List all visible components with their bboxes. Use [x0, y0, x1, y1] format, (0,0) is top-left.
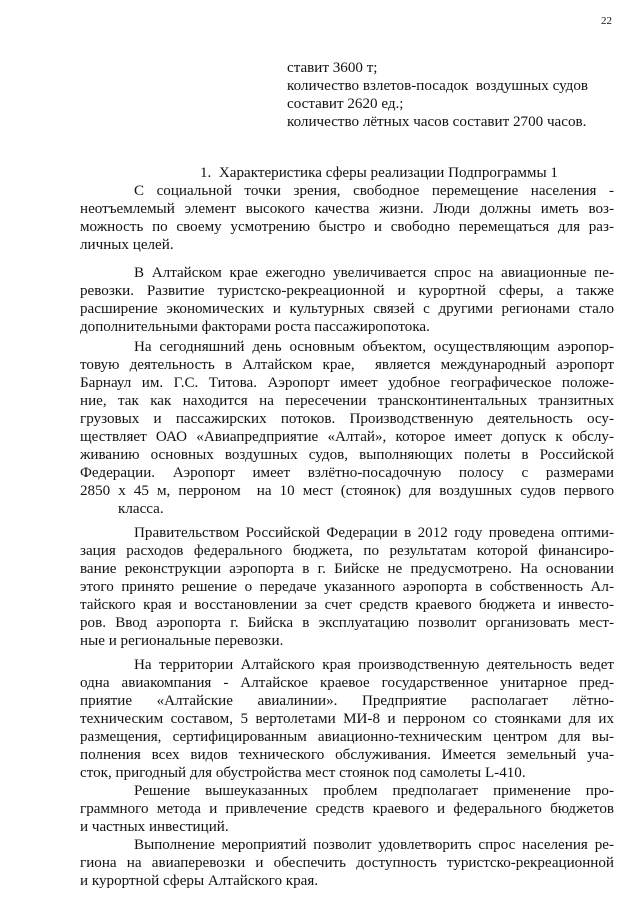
paragraph-line: живанию основных воздушных судов, выполняющих полеты в Российской	[80, 447, 614, 463]
paragraph-line: граммного метода и привлечение средств краевого и федерального бюджетов	[80, 801, 614, 817]
paragraph-line: Правительством Российской Федерации в 2012 году проведена оптими-	[134, 525, 614, 541]
paragraph-line: Выполнение мероприятий позволит удовлетворить спрос населения ре-	[134, 837, 614, 853]
paragraph-line: и частных инвестиций.	[80, 819, 229, 835]
paragraph-line: личных целей.	[80, 237, 174, 253]
section-heading: 1. Характеристика сферы реализации Подпрограммы 1	[200, 165, 558, 181]
page-number: 22	[601, 15, 612, 27]
paragraph-line: техническим составом, 5 вертолетами МИ-8 и перроном со стоянками для их	[80, 711, 614, 727]
paragraph-line: ров. Ввод аэропорта г. Бийска в эксплуатацию позволит организовать мест-	[80, 615, 614, 631]
paragraph-line: На сегодняшний день основным объектом, осуществляющим аэропор-	[134, 339, 614, 355]
paragraph-line: одна авиакомпания - Алтайское краевое государственное унитарное пред-	[80, 675, 614, 691]
paragraph-line: сток, пригодный для обустройства мест стоянок под самолеты L-410.	[80, 765, 526, 781]
paragraph-line: На территории Алтайского края производственную деятельность ведет	[134, 657, 614, 673]
top-list-line: составит 2620 ед.;	[287, 96, 404, 112]
paragraph-line: грузовых и пассажирских потоков. Производственную деятельность осу-	[80, 411, 614, 427]
paragraph-line: товую деятельность в Алтайском крае, является международный аэропорт	[80, 357, 614, 373]
paragraph-line: Федерации. Аэропорт имеет взлётно-посадочную полосу с размерами	[80, 465, 614, 481]
paragraph-line: приятие «Алтайские авиалинии». Предприятие располагает лётно-	[80, 693, 614, 709]
paragraph-line: и курортной сферы Алтайского края.	[80, 873, 319, 889]
paragraph-line: неотъемлемый элемент высокого качества жизни. Люди должны иметь воз-	[80, 201, 614, 217]
paragraph-line: тайского края и восстановлении за счет средств краевого бюджета и инвесто-	[80, 597, 614, 613]
paragraph-line: класса.	[118, 501, 164, 517]
paragraph-line: ние, так как находится на пересечении трансконтинентальных транзитных	[80, 393, 614, 409]
paragraph-line: ществляет ОАО «Авиапредприятие «Алтай», которое имеет допуск к обслу-	[80, 429, 614, 445]
paragraph-line: этого принято решение о передаче указанного аэропорта в собственность Ал-	[80, 579, 614, 595]
paragraph-line: ные и региональные перевозки.	[80, 633, 284, 649]
paragraph-line: полнения всех видов технического обслуживания. Имеется земельный уча-	[80, 747, 614, 763]
top-list-line: количество взлетов-посадок воздушных судов	[287, 78, 589, 94]
paragraph-line: можность по своему усмотрению быстро и свободно перемещаться для раз-	[80, 219, 614, 235]
paragraph-line: Решение вышеуказанных проблем предполагает применение про-	[134, 783, 614, 799]
paragraph-line: ревозки. Развитие туристско-рекреационной и курортной сферы, а также	[80, 283, 614, 299]
top-list-line: количество лётных часов составит 2700 часов.	[287, 114, 587, 130]
paragraph-line: вание реконструкции аэропорта в г. Бийске не предусмотрено. На основании	[80, 561, 614, 577]
paragraph-line: С социальной точки зрения, свободное перемещение населения -	[134, 183, 614, 199]
paragraph-line: 2850 х 45 м, перроном на 10 мест (стоянок) для воздушных судов первого	[80, 483, 614, 499]
paragraph-line: Барнаул им. Г.С. Титова. Аэропорт имеет удобное географическое положе-	[80, 375, 614, 391]
paragraph-line: зация расходов федерального бюджета, по результатам которой финансиро-	[80, 543, 614, 559]
paragraph-line: дополнительными факторами роста пассажиропотока.	[80, 319, 430, 335]
paragraph-line: В Алтайском крае ежегодно увеличивается спрос на авиационные пе-	[134, 265, 614, 281]
paragraph-line: размещения, сертифицированным авиационно-техническим центром для вы-	[80, 729, 614, 745]
top-list-line: ставит 3600 т;	[287, 60, 378, 76]
paragraph-line: гиона на авиаперевозки и обеспечить доступность туристско-рекреационной	[80, 855, 614, 871]
paragraph-line: расширение экономических и культурных связей с другими регионами стало	[80, 301, 614, 317]
